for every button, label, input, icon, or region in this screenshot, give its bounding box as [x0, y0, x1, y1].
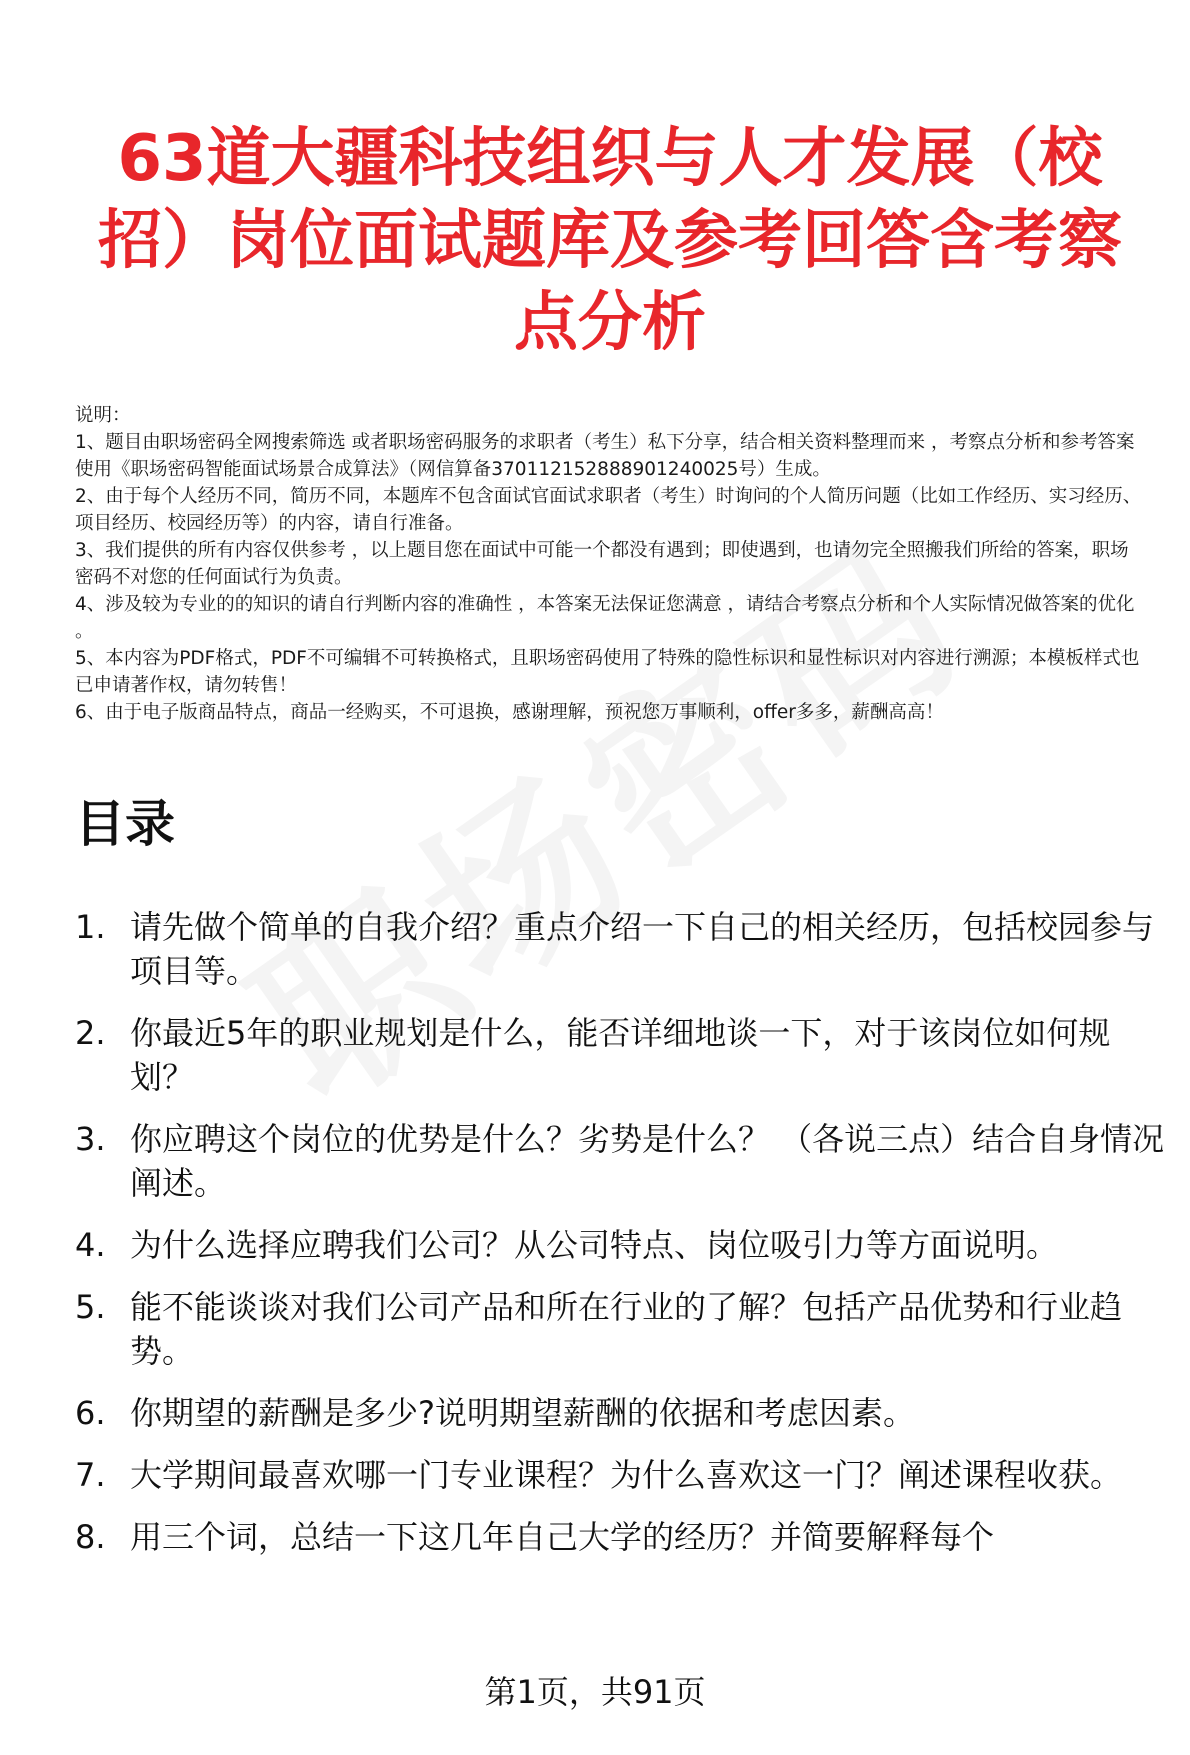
- toc-item-text: 用三个词，总结一下这几年自己大学的经历？并简要解释每个: [130, 1518, 995, 1556]
- toc-item-text: 你期望的薪酬是多少?说明期望薪酬的依据和考虑因素。: [130, 1394, 915, 1432]
- toc-item-text: 请先做个简单的自我介绍？重点介绍一下自己的相关经历，包括校园参与项目等。: [130, 908, 1155, 990]
- document-title: 63道大疆科技组织与人才发展（校招）岗位面试题库及参考回答含考察点分析: [98, 122, 1122, 360]
- page-number-footer: 第1页，共91页: [484, 1673, 706, 1711]
- toc-list: [75, 905, 1165, 1577]
- note-item: 6、由于电子版商品特点，商品一经购买，不可退换，感谢理解，预祝您万事顺利，offer多多，薪酬高高！: [75, 702, 944, 723]
- toc-item-number: 4.: [75, 1226, 106, 1264]
- toc-item-text: 你最近5年的职业规划是什么，能否详细地谈一下，对于该岗位如何规划？: [130, 1014, 1111, 1096]
- toc-heading: 目录: [75, 795, 175, 853]
- toc-item[interactable]: [75, 1223, 1165, 1267]
- toc-item[interactable]: [75, 905, 1165, 993]
- toc-item-text: 为什么选择应聘我们公司？从公司特点、岗位吸引力等方面说明。: [130, 1226, 1059, 1264]
- toc-item[interactable]: [75, 1117, 1165, 1205]
- note-item: 3、我们提供的所有内容仅供参考 ，以上题目您在面试中可能一个都没有遇到；即使遇到，也请勿完全照搬我们所给的答案，职场密码不对您的任何面试行为负责。: [75, 540, 1129, 588]
- toc-item-number: 1.: [75, 908, 106, 946]
- notes-heading: 说明：: [75, 405, 131, 426]
- toc-item[interactable]: [75, 1515, 1165, 1559]
- toc-item-number: 7.: [75, 1456, 106, 1494]
- toc-item-text: 能不能谈谈对我们公司产品和所在行业的了解？包括产品优势和行业趋势。: [130, 1288, 1123, 1370]
- toc-item-number: 2.: [75, 1014, 106, 1052]
- toc-item[interactable]: [75, 1285, 1165, 1373]
- toc-item[interactable]: [75, 1453, 1165, 1497]
- toc-item[interactable]: [75, 1011, 1165, 1099]
- toc-item-text: 大学期间最喜欢哪一门专业课程？为什么喜欢这一门？阐述课程收获。: [130, 1456, 1123, 1494]
- note-item: 1、题目由职场密码全网搜索筛选 或者职场密码服务的求职者（考生）私下分享，结合相关资料整理而来 ，考察点分析和参考答案使用《职场密码智能面试场景合成算法》（网信算备370112152888901240025号）生成。: [75, 432, 1135, 480]
- toc-item-number: 6.: [75, 1394, 106, 1432]
- note-item: 5、本内容为PDF格式，PDF不可编辑不可转换格式，且职场密码使用了特殊的隐性标识和显性标识对内容进行溯源；本模板样式也已申请著作权，请勿转售！: [75, 648, 1140, 696]
- notes-section: [75, 402, 1145, 726]
- toc-item[interactable]: [75, 1391, 1165, 1435]
- note-item: 2、由于每个人经历不同，简历不同，本题库不包含面试官面试求职者（考生）时询问的个人简历问题（比如工作经历、实习经历、项目经历、校园经历等）的内容，请自行准备。: [75, 486, 1142, 534]
- toc-item-number: 8.: [75, 1518, 106, 1556]
- toc-item-text: 你应聘这个岗位的优势是什么？劣势是什么？ （各说三点）结合自身情况阐述。: [130, 1120, 1165, 1202]
- toc-item-number: 3.: [75, 1120, 106, 1158]
- note-item: 4、涉及较为专业的的知识的请自行判断内容的准确性 ，本答案无法保证您满意 ，请结合考察点分析和个人实际情况做答案的优化 。: [75, 594, 1135, 642]
- toc-item-number: 5.: [75, 1288, 106, 1326]
